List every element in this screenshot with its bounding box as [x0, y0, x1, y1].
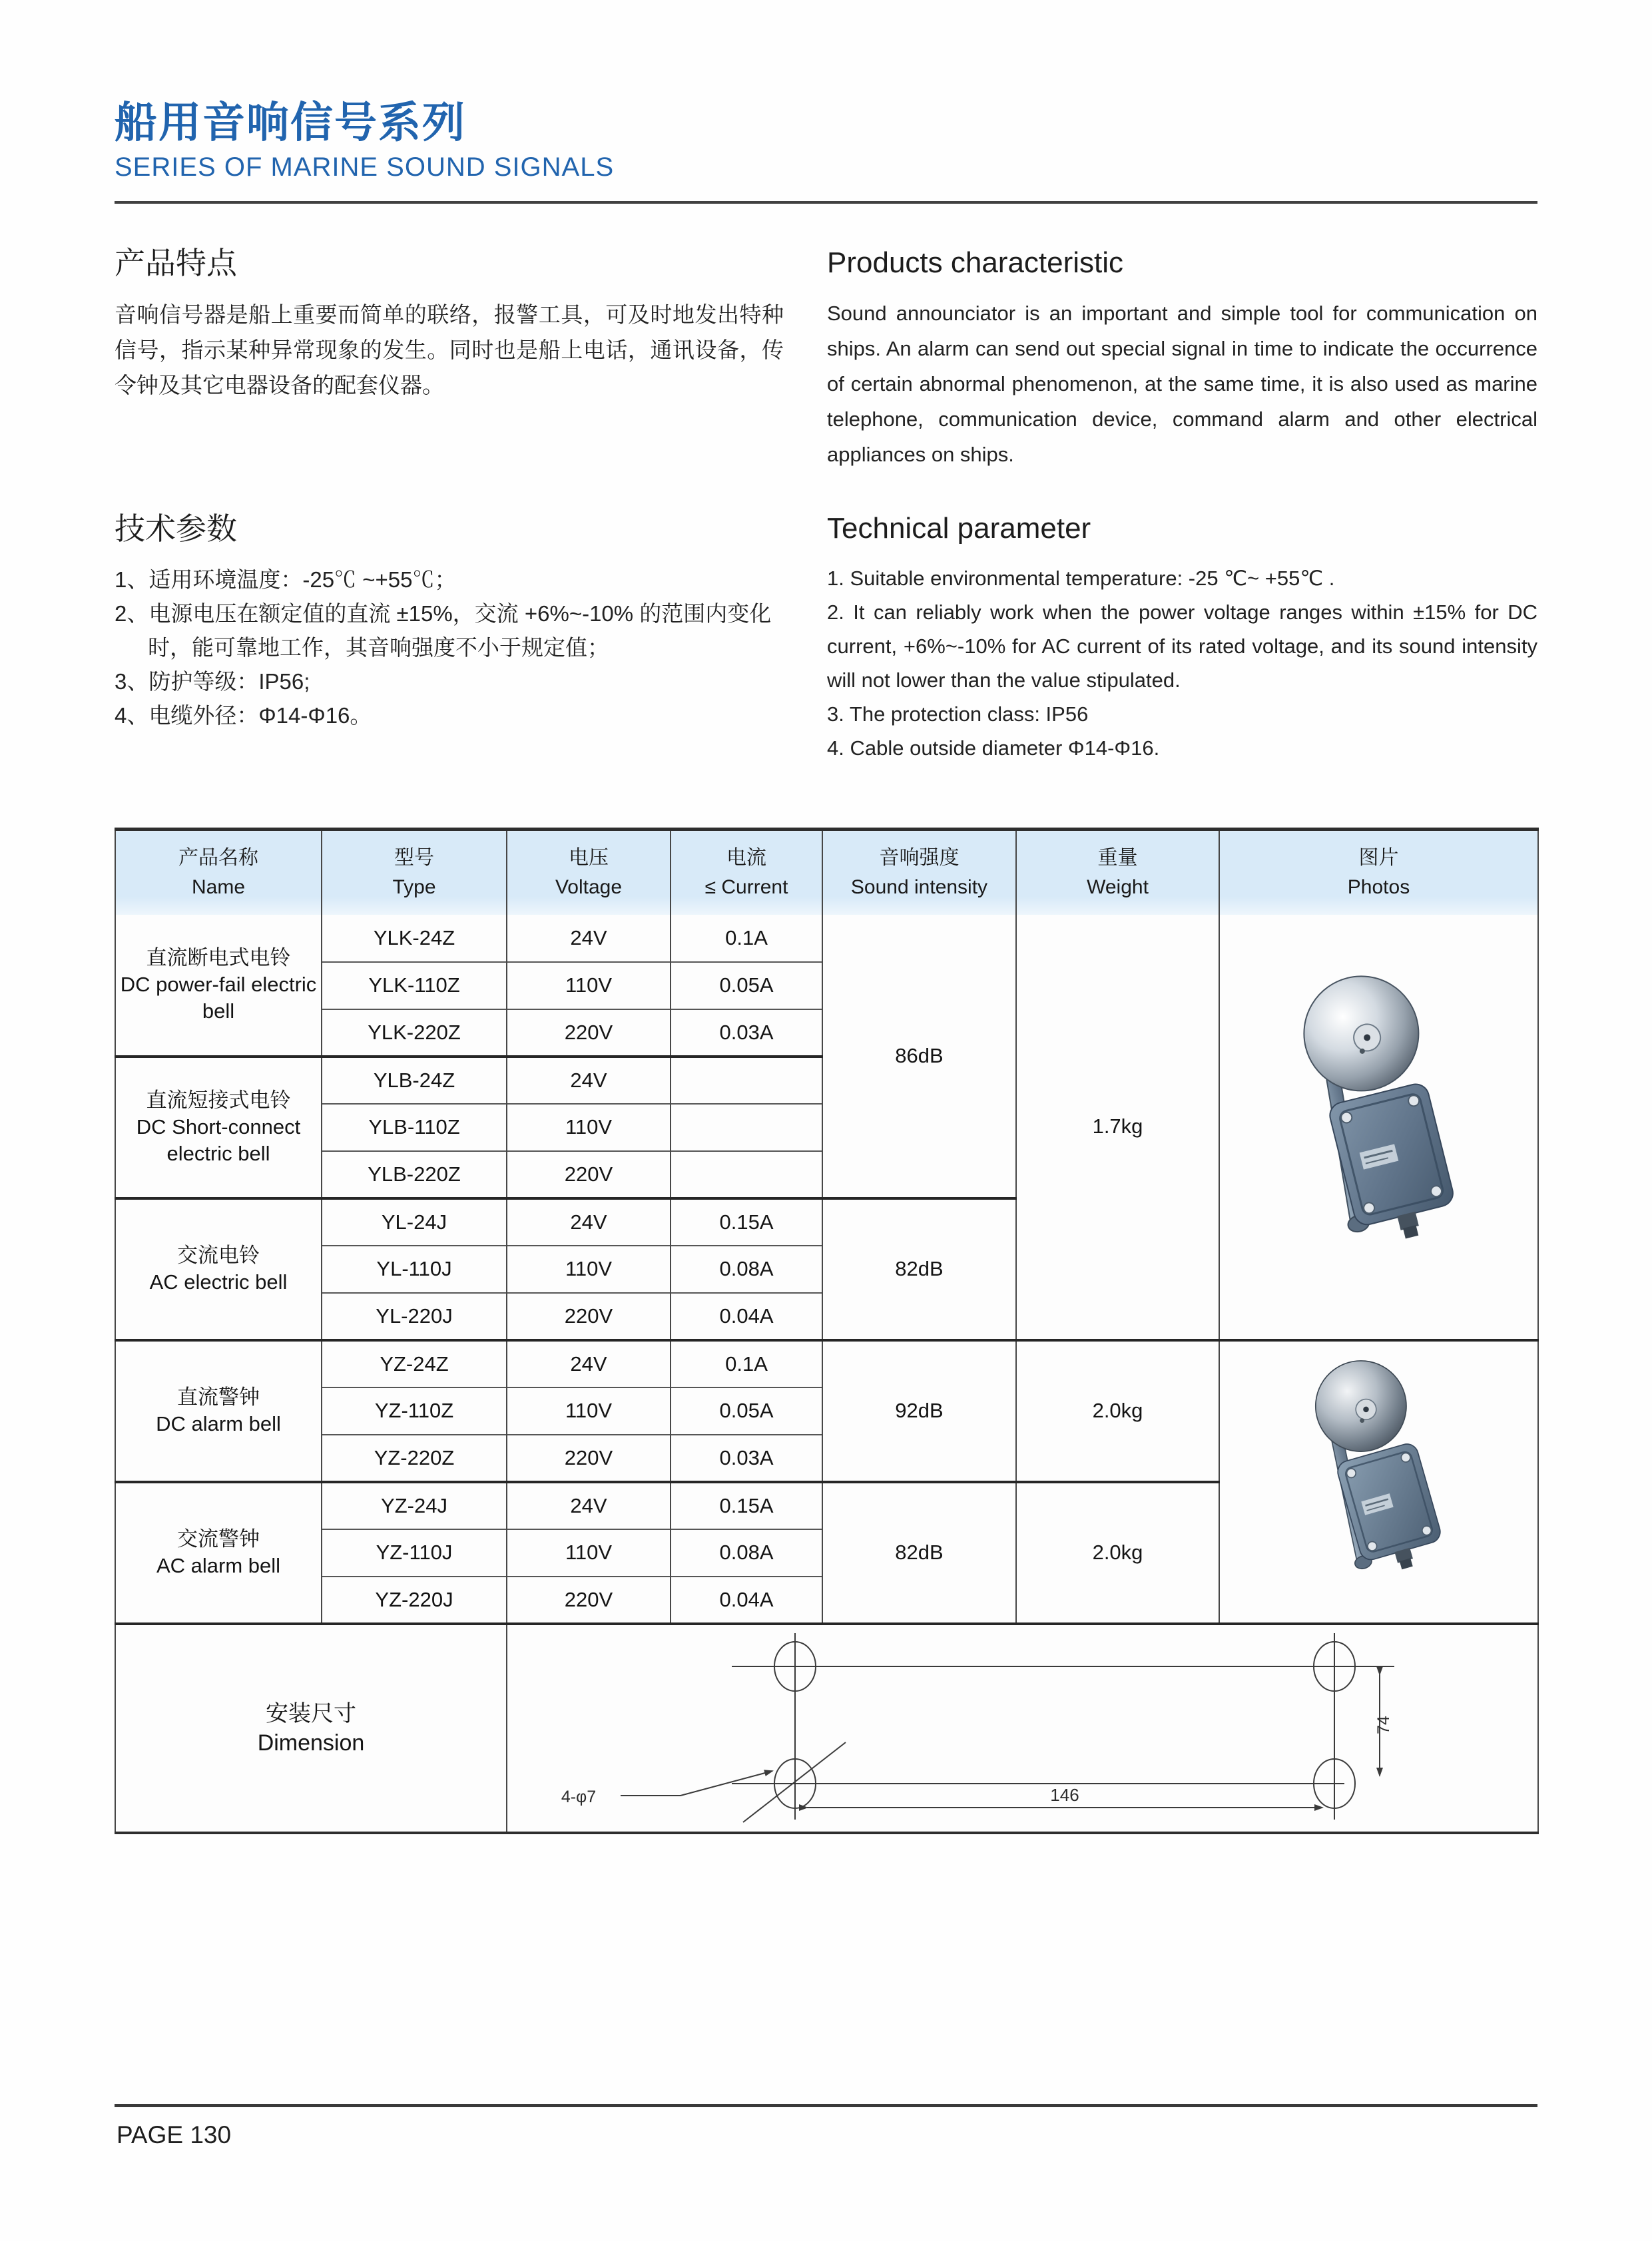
- voltage-cell: 110V: [507, 962, 671, 1009]
- tech-zh-item: 1、适用环境温度：-25℃ ~+55℃；: [115, 567, 457, 592]
- current-cell: [671, 1057, 822, 1104]
- dimension-width-label: 146: [1050, 1784, 1079, 1805]
- current-cell: 0.05A: [671, 962, 822, 1009]
- voltage-cell: 24V: [507, 1482, 671, 1529]
- features-zh-section: [115, 245, 784, 472]
- tech-en-item: 2. It can reliably work when the power voltage ranges within ±15% for DC current, +6%~-10% for AC current of its rated voltage, and its sound intensity will not lower than the value stipulated.: [827, 601, 1537, 692]
- type-cell: YL-220J: [322, 1293, 507, 1340]
- col-header-name: 产品名称 Name: [115, 830, 322, 915]
- product-photo-electric-bell: [1269, 957, 1489, 1290]
- voltage-cell: 24V: [507, 1198, 671, 1246]
- spec-table: [115, 828, 1539, 1834]
- table-header-row: [115, 830, 1538, 915]
- weight-cell: 1.7kg: [1016, 915, 1219, 1340]
- voltage-cell: 24V: [507, 915, 671, 962]
- voltage-cell: 220V: [507, 1009, 671, 1057]
- voltage-cell: 24V: [507, 1057, 671, 1104]
- col-header-type: 型号 Type: [322, 830, 507, 915]
- voltage-cell: 220V: [507, 1151, 671, 1198]
- sound-intensity-cell: 82dB: [822, 1198, 1016, 1340]
- page-title-en: SERIES OF MARINE SOUND SIGNALS: [115, 152, 615, 182]
- title-divider: [115, 201, 1537, 204]
- footer-divider: [115, 2104, 1537, 2107]
- type-cell: YZ-220J: [322, 1577, 507, 1624]
- product-name-cell: 直流警钟 DC alarm bell: [115, 1340, 322, 1482]
- intro-sections: [115, 245, 1537, 765]
- current-cell: 0.08A: [671, 1246, 822, 1293]
- tech-en-section: [827, 511, 1537, 765]
- tech-zh-list: [115, 563, 784, 732]
- product-name-cell: 直流短接式电铃 DC Short-connect electric bell: [115, 1057, 322, 1198]
- table-row: [115, 915, 1538, 962]
- tech-zh-item: 4、电缆外径：Φ14-Φ16。: [115, 703, 372, 728]
- current-cell: 0.15A: [671, 1482, 822, 1529]
- col-header-weight: 重量 Weight: [1016, 830, 1219, 915]
- current-cell: 0.15A: [671, 1198, 822, 1246]
- features-en-body: Sound announciator is an important and simple tool for communication on ships. An alarm can send out special signal in time to indicate the occurrence of certain abnormal phenomenon, at the same time, it is also used as marine telephone, communication device, command alarm and other electrical appliances on ships.: [827, 302, 1537, 466]
- sound-intensity-cell: 92dB: [822, 1340, 1016, 1482]
- tech-en-list: [827, 561, 1537, 765]
- tech-zh-heading: 技术参数: [115, 511, 237, 546]
- current-cell: 0.08A: [671, 1529, 822, 1577]
- photo-cell: [1219, 1340, 1538, 1624]
- tech-en-item: 1. Suitable environmental temperature: -25 ℃~ +55℃ .: [827, 567, 1335, 590]
- current-cell: 0.04A: [671, 1293, 822, 1340]
- current-cell: 0.03A: [671, 1435, 822, 1482]
- type-cell: YZ-24Z: [322, 1340, 507, 1387]
- current-cell: 0.05A: [671, 1387, 822, 1435]
- voltage-cell: 110V: [507, 1387, 671, 1435]
- current-cell: 0.03A: [671, 1009, 822, 1057]
- table-row: [115, 1340, 1538, 1387]
- features-en-heading: Products characteristic: [827, 246, 1124, 279]
- voltage-cell: 110V: [507, 1104, 671, 1151]
- tech-en-item: 3. The protection class: IP56: [827, 702, 1089, 726]
- type-cell: YZ-220Z: [322, 1435, 507, 1482]
- dimension-label-cell: [115, 1624, 507, 1833]
- dimension-label-zh: 安装尺寸: [266, 1700, 356, 1726]
- type-cell: YLK-220Z: [322, 1009, 507, 1057]
- dimension-holes-label: 4-φ7: [561, 1787, 597, 1806]
- col-header-photos: 图片 Photos: [1219, 830, 1538, 915]
- dimension-row: [115, 1624, 1538, 1833]
- tech-zh-section: [115, 511, 784, 765]
- weight-cell: 2.0kg: [1016, 1482, 1219, 1624]
- features-zh-body: 音响信号器是船上重要而简单的联络，报警工具，可及时地发出特种信号，指示某种异常现象的发生。同时也是船上电话，通讯设备，传令钟及其它电器设备的配套仪器。: [115, 302, 784, 397]
- features-en-section: [827, 245, 1537, 472]
- tech-en-heading: Technical parameter: [827, 512, 1091, 545]
- type-cell: YZ-110J: [322, 1529, 507, 1577]
- photo-cell: [1219, 915, 1538, 1340]
- product-photo-alarm-bell: [1276, 1346, 1482, 1613]
- tech-zh-item: 2、电源电压在额定值的直流 ±15%，交流 +6%~-10% 的范围内变化时，能可靠地工作，其音响强度不小于规定值；: [115, 601, 772, 660]
- type-cell: YLB-220Z: [322, 1151, 507, 1198]
- voltage-cell: 220V: [507, 1435, 671, 1482]
- type-cell: YLB-110Z: [322, 1104, 507, 1151]
- col-header-voltage: 电压 Voltage: [507, 830, 671, 915]
- voltage-cell: 220V: [507, 1577, 671, 1624]
- page-title-zh: 船用音响信号系列: [115, 99, 466, 146]
- dimension-label-en: Dimension: [257, 1730, 365, 1756]
- voltage-cell: 24V: [507, 1340, 671, 1387]
- current-cell: 0.1A: [671, 915, 822, 962]
- current-cell: [671, 1104, 822, 1151]
- voltage-cell: 110V: [507, 1529, 671, 1577]
- type-cell: YL-24J: [322, 1198, 507, 1246]
- dimension-height-label: 74: [1374, 1715, 1393, 1734]
- type-cell: YZ-110Z: [322, 1387, 507, 1435]
- product-name-cell: 交流电铃 AC electric bell: [115, 1198, 322, 1340]
- weight-cell: 2.0kg: [1016, 1340, 1219, 1482]
- sound-intensity-cell: 82dB: [822, 1482, 1016, 1624]
- sound-intensity-cell: 86dB: [822, 915, 1016, 1198]
- dimension-drawing-cell: [507, 1624, 1538, 1833]
- current-cell: 0.1A: [671, 1340, 822, 1387]
- tech-en-item: 4. Cable outside diameter Φ14-Φ16.: [827, 736, 1160, 760]
- voltage-cell: 110V: [507, 1246, 671, 1293]
- col-header-sound: 音响强度 Sound intensity: [822, 830, 1016, 915]
- current-cell: 0.04A: [671, 1577, 822, 1624]
- product-name-cell: 交流警钟 AC alarm bell: [115, 1482, 322, 1624]
- features-zh-heading: 产品特点: [115, 246, 237, 280]
- tech-zh-item: 3、防护等级：IP56;: [115, 669, 310, 694]
- col-header-current: 电流 ≤ Current: [671, 830, 822, 915]
- page-number: PAGE 130: [117, 2121, 232, 2148]
- type-cell: YLB-24Z: [322, 1057, 507, 1104]
- type-cell: YLK-24Z: [322, 915, 507, 962]
- voltage-cell: 220V: [507, 1293, 671, 1340]
- current-cell: [671, 1151, 822, 1198]
- type-cell: YLK-110Z: [322, 962, 507, 1009]
- type-cell: YZ-24J: [322, 1482, 507, 1529]
- mounting-dimension-drawing: [509, 1625, 1536, 1826]
- product-name-cell: 直流断电式电铃 DC power-fail electric bell: [115, 915, 322, 1057]
- type-cell: YL-110J: [322, 1246, 507, 1293]
